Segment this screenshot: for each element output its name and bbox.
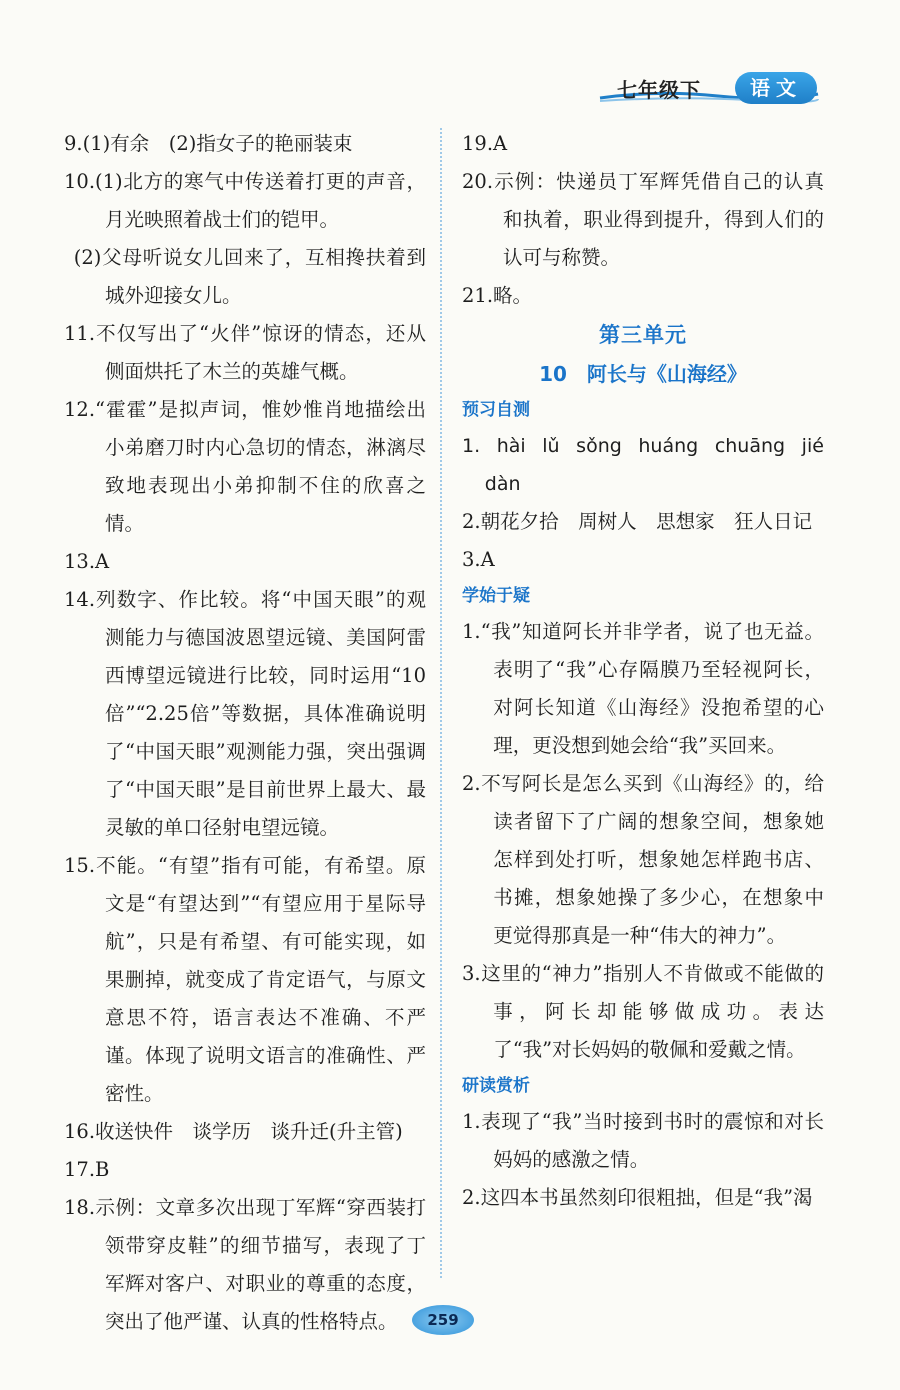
left-column — [64, 125, 426, 1341]
answer-item: 9.(1)有余 (2)指女子的艳丽装束 — [64, 132, 353, 155]
answer-item: 14.列数字、作比较。将“中国天眼”的观测能力与德国波恩望远镜、美国阿雷西博望远镜进行比较，同时运用“10倍”“2.25倍”等数据，具体准确说明了“中国天眼”观测能力强，突出强调了“中国天眼”是目前世界上最大、最灵敏的单口径射电望远镜。 — [64, 588, 426, 839]
section-heading-analysis: 研读赏析 — [462, 1076, 530, 1096]
pinyin-number: 1. — [462, 435, 481, 457]
answer-item: 1.表现了“我”当时接到书时的震惊和对长妈妈的感激之情。 — [462, 1110, 824, 1171]
section-heading-questions: 学始于疑 — [462, 586, 530, 606]
answer-item: 2.朝花夕拾 周树人 思想家 狂人日记 — [462, 510, 813, 533]
answer-item: 10.(1)北方的寒气中传送着打更的声音，月光映照着战士们的铠甲。 — [64, 170, 426, 231]
answer-item: 3.这里的“神力”指别人不肯做或不能做的事，阿长却能够做成功。表达了“我”对长妈妈的敬佩和爱戴之情。 — [462, 962, 824, 1061]
answer-item: 18.示例：文章多次出现丁军辉“穿西装打领带穿皮鞋”的细节描写，表现了丁军辉对客户、对职业的尊重的态度，突出了他严谨、认真的性格特点。 — [64, 1196, 426, 1333]
answer-item: 2.这四本书虽然刻印很粗拙，但是“我”渴 — [462, 1186, 813, 1209]
pinyin-word: jié — [801, 435, 824, 457]
answer-item: 15.不能。“有望”指有可能，有希望。原文是“有望达到”“有望应用于星际导航”，只是有希望、有可能实现，如果删掉，就变成了肯定语气，与原文意思不符，语言表达不准确、不严谨。体现了说明文语言的准确性、严密性。 — [64, 854, 426, 1105]
answer-item: 20.示例：快递员丁军辉凭借自己的认真和执着，职业得到提升，得到人们的认可与称赞。 — [462, 170, 824, 269]
answer-item: 12.“霍霍”是拟声词，惟妙惟肖地描绘出小弟磨刀时内心急切的情态，淋漓尽致地表现出小弟抑制不住的欣喜之情。 — [64, 398, 426, 535]
answer-item: 1.“我”知道阿长并非学者，说了也无益。表明了“我”心存隔膜乃至轻视阿长，对阿长知道《山海经》没抱希望的心理，更没想到她会给“我”买回来。 — [462, 620, 824, 757]
header-subject-badge: 语文 — [735, 72, 817, 104]
pinyin-last: dàn — [484, 473, 521, 495]
pinyin-word: sǒng — [576, 435, 622, 457]
header-grade: 七年级下 — [617, 78, 701, 102]
unit-title: 第三单元 — [599, 323, 687, 347]
section-heading-preview: 预习自测 — [462, 400, 530, 420]
answer-item: 11.不仅写出了“火伴”惊讶的情态，还从侧面烘托了木兰的英雄气概。 — [64, 322, 426, 383]
answer-item: 16.收送快件 谈学历 谈升迁(升主管) — [64, 1120, 403, 1143]
pinyin-word: lǔ — [542, 435, 560, 457]
answer-item: 13.A — [64, 550, 110, 573]
answer-item: 19.A — [462, 132, 508, 155]
column-divider — [440, 128, 442, 1278]
answer-item: 21.略。 — [462, 284, 533, 307]
answer-item: 17.B — [64, 1158, 110, 1181]
answer-item: 3.A — [462, 548, 495, 571]
pinyin-word: huáng — [638, 435, 699, 457]
lesson-title: 10 阿长与《山海经》 — [539, 362, 747, 386]
pinyin-row — [462, 427, 824, 465]
answer-item: (2)父母听说女儿回来了，互相搀扶着到城外迎接女儿。 — [73, 246, 426, 307]
right-column — [462, 125, 824, 1217]
page-number: 259 — [412, 1305, 474, 1335]
pinyin-word: chuāng — [714, 435, 786, 457]
pinyin-word: hài — [496, 435, 526, 457]
answer-item: 2.不写阿长是怎么买到《山海经》的，给读者留下了广阔的想象空间，想象她怎样到处打听，想象她怎样跑书店、书摊，想象她操了多少心，在想象中更觉得那真是一种“伟大的神力”。 — [462, 772, 824, 947]
